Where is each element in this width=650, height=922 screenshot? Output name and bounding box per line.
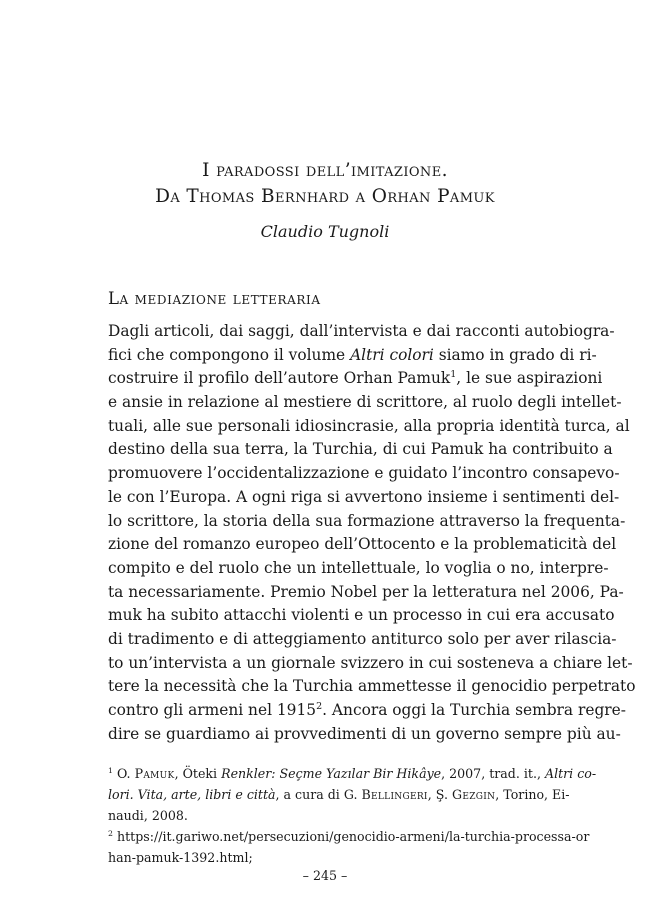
footnote-url[interactable]: han-pamuk-1392.html;	[108, 850, 253, 865]
book-title-italic: Altri colori	[350, 345, 434, 364]
text-run: to un’intervista a un giornale svizzero in cui sosteneva a chiare let-	[108, 653, 633, 672]
body-line	[108, 652, 633, 676]
body-line	[108, 581, 624, 605]
footnote-number: 1	[108, 765, 113, 775]
section-heading: La mediazione letteraria	[108, 289, 321, 308]
footnote-1-line	[108, 763, 597, 784]
text-run: , Öteki	[174, 766, 222, 781]
text-run: contro gli armeni nel 1915	[108, 701, 317, 719]
body-line	[108, 604, 615, 628]
text-run: , a cura di G.	[275, 787, 362, 802]
body-line	[108, 723, 621, 747]
footnote-1-line	[108, 784, 570, 805]
text-run: destino della sua terra, la Turchia, di cui Pamuk ha contribuito a	[108, 440, 613, 459]
text-run: muk ha subito attacchi violenti e un processo in cui era accusato	[108, 606, 615, 625]
body-line	[108, 486, 620, 510]
body-line	[108, 462, 620, 486]
text-run: , Ş.	[427, 787, 452, 802]
footnotes	[108, 763, 597, 868]
author-smallcaps: Pamuk	[134, 766, 175, 781]
text-run: Dagli articoli, dai saggi, dall’intervista e dai racconti autobiogra-	[108, 322, 615, 340]
footnote-number: 2	[108, 828, 113, 838]
page-number: – 245 –	[302, 868, 348, 883]
text-run: zione del romanzo europeo dell’Ottocento e la problematicità del	[108, 535, 617, 554]
text-run: costruire il profilo dell’autore Orhan Pamuk	[108, 369, 451, 388]
text-run: promuovere l’occidentalizzazione e guidato l’incontro consapevo-	[108, 464, 620, 483]
text-run: , le sue aspirazioni	[456, 369, 603, 388]
text-run: . Ancora oggi la Turchia sembra regre-	[322, 701, 626, 719]
footnote-ref[interactable]: 2	[316, 700, 323, 712]
text-run: siamo in grado di ri-	[433, 345, 597, 364]
book-title-italic: Altri co-	[544, 766, 597, 781]
text-run: di tradimento e di atteggiamento antiturco solo per aver rilascia-	[108, 629, 617, 648]
text-run: lo scrittore, la storia della sua formazione attraverso la frequenta-	[108, 511, 626, 530]
body-line	[108, 320, 615, 344]
footnote-1-line	[108, 805, 564, 826]
body-line	[108, 391, 622, 415]
body-line	[108, 438, 613, 462]
text-run: compito e del ruolo che un intellettuale, lo voglia o no, interpre-	[108, 558, 609, 577]
body-line	[108, 557, 609, 581]
author-smallcaps: Bellingeri	[361, 787, 428, 802]
footnote-2-line	[108, 826, 590, 847]
body-paragraph	[108, 320, 636, 746]
footnote-url[interactable]: https://it.gariwo.net/persecuzioni/genocidio-armeni/la-turchia-processa-or	[112, 829, 590, 844]
chapter-title-line-2: Da Thomas Bernhard a Orhan Pamuk	[155, 186, 495, 207]
body-line	[108, 367, 603, 391]
text-run: O.	[112, 766, 135, 781]
book-title-italic: Renkler: Seçme Yazılar Bir Hikâye	[221, 766, 442, 781]
text-run: tuali, alle sue personali idiosincrasie, alla propria identità turca, al	[108, 416, 630, 435]
text-run: tere la necessità che la Turchia ammettesse il genocidio perpetrato	[108, 677, 636, 696]
body-line	[108, 628, 617, 652]
text-run: dire se guardiamo ai provvedimenti di un governo sempre più au-	[108, 724, 621, 743]
text-run: e ansie in relazione al mestiere di scrittore, al ruolo degli intellet-	[108, 393, 622, 412]
author-smallcaps: Gezgin	[451, 787, 496, 802]
body-line	[108, 344, 597, 368]
body-line	[108, 533, 617, 557]
text-run: naudi, 2008.	[108, 808, 188, 823]
author-name: Claudio Tugnoli	[260, 222, 390, 241]
footnote-ref[interactable]: 1	[450, 369, 457, 381]
chapter-title-line-1: I paradossi dell’imitazione.	[202, 160, 448, 181]
text-run: , Torino, Ei-	[495, 787, 570, 802]
body-line	[108, 675, 636, 699]
text-run: ta necessariamente. Premio Nobel per la letteratura nel 2006, Pa-	[108, 582, 624, 601]
body-line	[108, 510, 626, 534]
text-run: fici che compongono il volume	[108, 345, 351, 364]
book-title-italic: lori. Vita, arte, libri e città	[108, 787, 276, 802]
body-line	[108, 699, 626, 723]
footnote-2-line	[108, 847, 564, 868]
text-run: le con l’Europa. A ogni riga si avvertono insieme i sentimenti del-	[108, 487, 620, 506]
text-run: , 2007, trad. it.,	[441, 766, 545, 781]
body-line	[108, 415, 630, 439]
